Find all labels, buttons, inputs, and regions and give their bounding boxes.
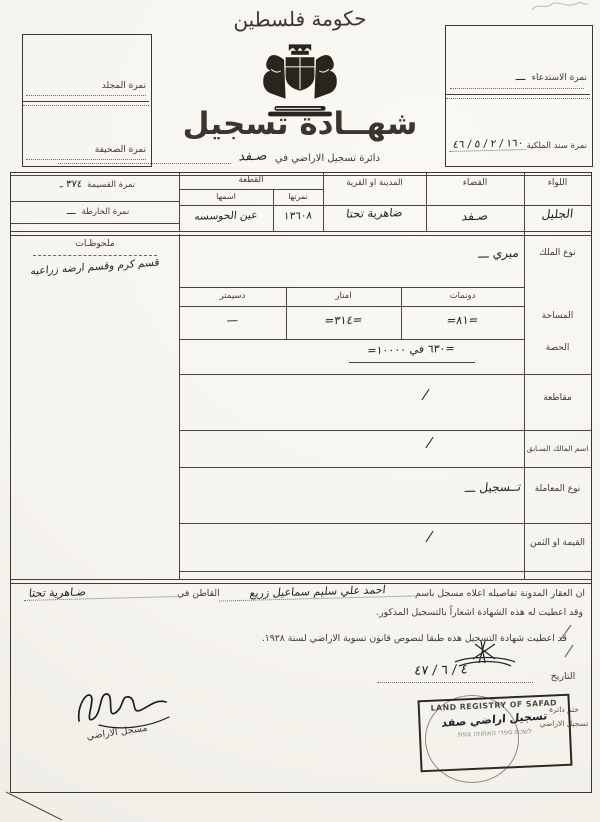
date-label: التاريخ — [550, 671, 576, 682]
parcel-row-underline — [11, 201, 179, 202]
area-value-decimeters: — — [225, 312, 240, 328]
date-value: ٤ / ٦ / ٤٧ — [413, 662, 469, 679]
corner-scratch-line — [2, 790, 66, 822]
parcel-row — [19, 179, 171, 190]
muqataa-value: / — [420, 386, 431, 404]
office-label: دائرة تسجيل الاراضي في — [274, 153, 380, 164]
summons-label: نمرة الاستدعاء — [531, 73, 587, 83]
stamp-text-english: LAND REGISTRY OF SAFAD — [430, 698, 558, 713]
round-stamp-outline — [425, 695, 519, 783]
deed-label: نمرة سند الملكية — [526, 141, 587, 151]
volume-sheet-box — [22, 34, 152, 167]
price-row-bottom-rule — [179, 571, 591, 572]
certificate-line1-before: ان العقار المدونة تفاصيله اعلاه مسجل باسم — [415, 588, 585, 599]
block-label-underline — [179, 189, 323, 190]
area-value-dunums: =٨١= — [445, 312, 480, 328]
previous-owner-row-bottom-rule — [179, 467, 591, 468]
property-type-label: نوع الملك — [539, 248, 576, 258]
notes-col-divider — [179, 234, 180, 579]
block-name-value: عين الحوسسه — [193, 209, 259, 223]
table-bottom-rule — [11, 579, 591, 584]
office-value: صـفد — [237, 148, 268, 165]
header-band-bottom-rule — [11, 231, 591, 236]
muqataa-row-bottom-rule — [179, 430, 591, 431]
property-type-value: ميري ـــ — [477, 245, 520, 261]
registered-owner-name: احمد علي سليم سماعيل زريع — [219, 582, 416, 601]
summons-deed-box — [445, 25, 593, 167]
notes-header-underline — [33, 255, 157, 256]
transaction-type-value: تــسجيل ـــ — [464, 479, 522, 496]
area-label: المساحة — [541, 311, 574, 321]
share-value-underline — [349, 362, 475, 363]
map-label: نمرة الخارطة — [81, 207, 130, 217]
parcel-label: نمرة القسيمة — [87, 180, 136, 190]
parcel-value: ٣٧٤ ـ — [59, 178, 83, 191]
summons-dotted-line — [450, 88, 584, 89]
crown-icon — [289, 44, 311, 51]
deed-row — [448, 138, 587, 151]
share-row-bottom-rule — [179, 374, 591, 375]
date-dotted-line — [377, 682, 533, 683]
sheet-dotted-line — [26, 159, 146, 160]
block-header: القطعة — [238, 175, 264, 185]
registrar-label: مسجل الاراضي — [85, 722, 149, 743]
certificate-title: شهــادة تسجيل — [182, 106, 418, 142]
qada-value: صـفد — [461, 208, 489, 224]
notes-header: ملحوظـات — [75, 239, 115, 249]
area-subtable-mid-rule — [179, 306, 524, 307]
price-label: القيمة او الثمن — [529, 538, 586, 548]
map-row-underline — [11, 223, 179, 224]
government-title: حكومة فلسطين — [233, 6, 367, 32]
stamp-text-hebrew: לשכת ספרי האחוזה צפת — [457, 727, 533, 739]
share-value: =٦٣٠ في ١٠٠٠٠= — [366, 341, 456, 358]
previous-owner-label: اسم المالك السـابق — [526, 444, 589, 453]
stamp-text-arabic: تسجيل اراضي صفد — [441, 709, 548, 730]
main-frame — [10, 172, 592, 793]
city-value: ضاهرية تحتا — [345, 205, 404, 221]
area-unit-dunums: دونمات — [449, 291, 476, 301]
seal-caption-line2: تسجيل الاراضي — [539, 719, 589, 729]
area-value-meters: =٣١٤= — [323, 312, 364, 328]
city-header: المدينة او القرية — [346, 178, 403, 188]
area-unit-meters: امتار — [335, 291, 352, 301]
area-unit-decimeters: دسيمتر — [219, 291, 246, 301]
share-label: الحصة — [545, 343, 570, 353]
volume-label: نمرة المجلد — [101, 81, 146, 91]
sheet-label: نمرة الصحيفة — [94, 145, 146, 155]
certificate-line1-after: القاطن في — [177, 588, 220, 599]
volume-dotted-line — [26, 95, 146, 96]
district-value: الجليل — [541, 206, 574, 222]
block-name-header: اسمها — [216, 192, 236, 201]
notes-value: قسم كرم وقسم ارضه زراعيه — [30, 256, 160, 278]
area-subtable-bottom-rule — [179, 339, 524, 340]
summons-deed-divider — [446, 94, 590, 99]
transaction-type-label: نوع المعاملة — [534, 484, 581, 494]
price-value: / — [424, 528, 435, 546]
faint-corner-scribble — [528, 0, 590, 14]
certificate-line1 — [25, 585, 585, 599]
block-number-value: ١٣٦٠٨ — [283, 209, 313, 223]
margin-tick-marks — [551, 623, 577, 659]
seal-caption-line1: ختم دائرة — [549, 705, 579, 714]
deed-number-value: ١٦٠ / ٢ / ٥ / ٤٦ — [450, 137, 528, 152]
block-number-header: نمرتها — [288, 192, 308, 201]
district-header: اللواء — [547, 178, 568, 188]
previous-owner-value: / — [424, 434, 435, 452]
map-row — [19, 206, 171, 217]
qada-header: القضاء — [462, 178, 488, 188]
summons-row — [451, 70, 587, 83]
area-subtable-top-rule — [179, 287, 524, 288]
certificate-line2: وقد اعطيت له هذه الشهادة اشعاراً بالتسجيل المذكور. — [376, 607, 583, 618]
summons-value: ـــ — [515, 69, 527, 84]
transaction-row-bottom-rule — [179, 523, 591, 524]
map-value: ـــ — [66, 205, 77, 218]
owner-residence: ضـاهرية تحتا — [24, 583, 178, 601]
muqataa-label: مقاطعة — [543, 393, 572, 403]
volume-sheet-divider — [23, 101, 149, 106]
certificate-line3: قد اعطيت شهادة التسجيل هذه طبقا لنصوص قانون تسوية الاراضي لسنة ١٩٢٨. — [261, 633, 567, 644]
